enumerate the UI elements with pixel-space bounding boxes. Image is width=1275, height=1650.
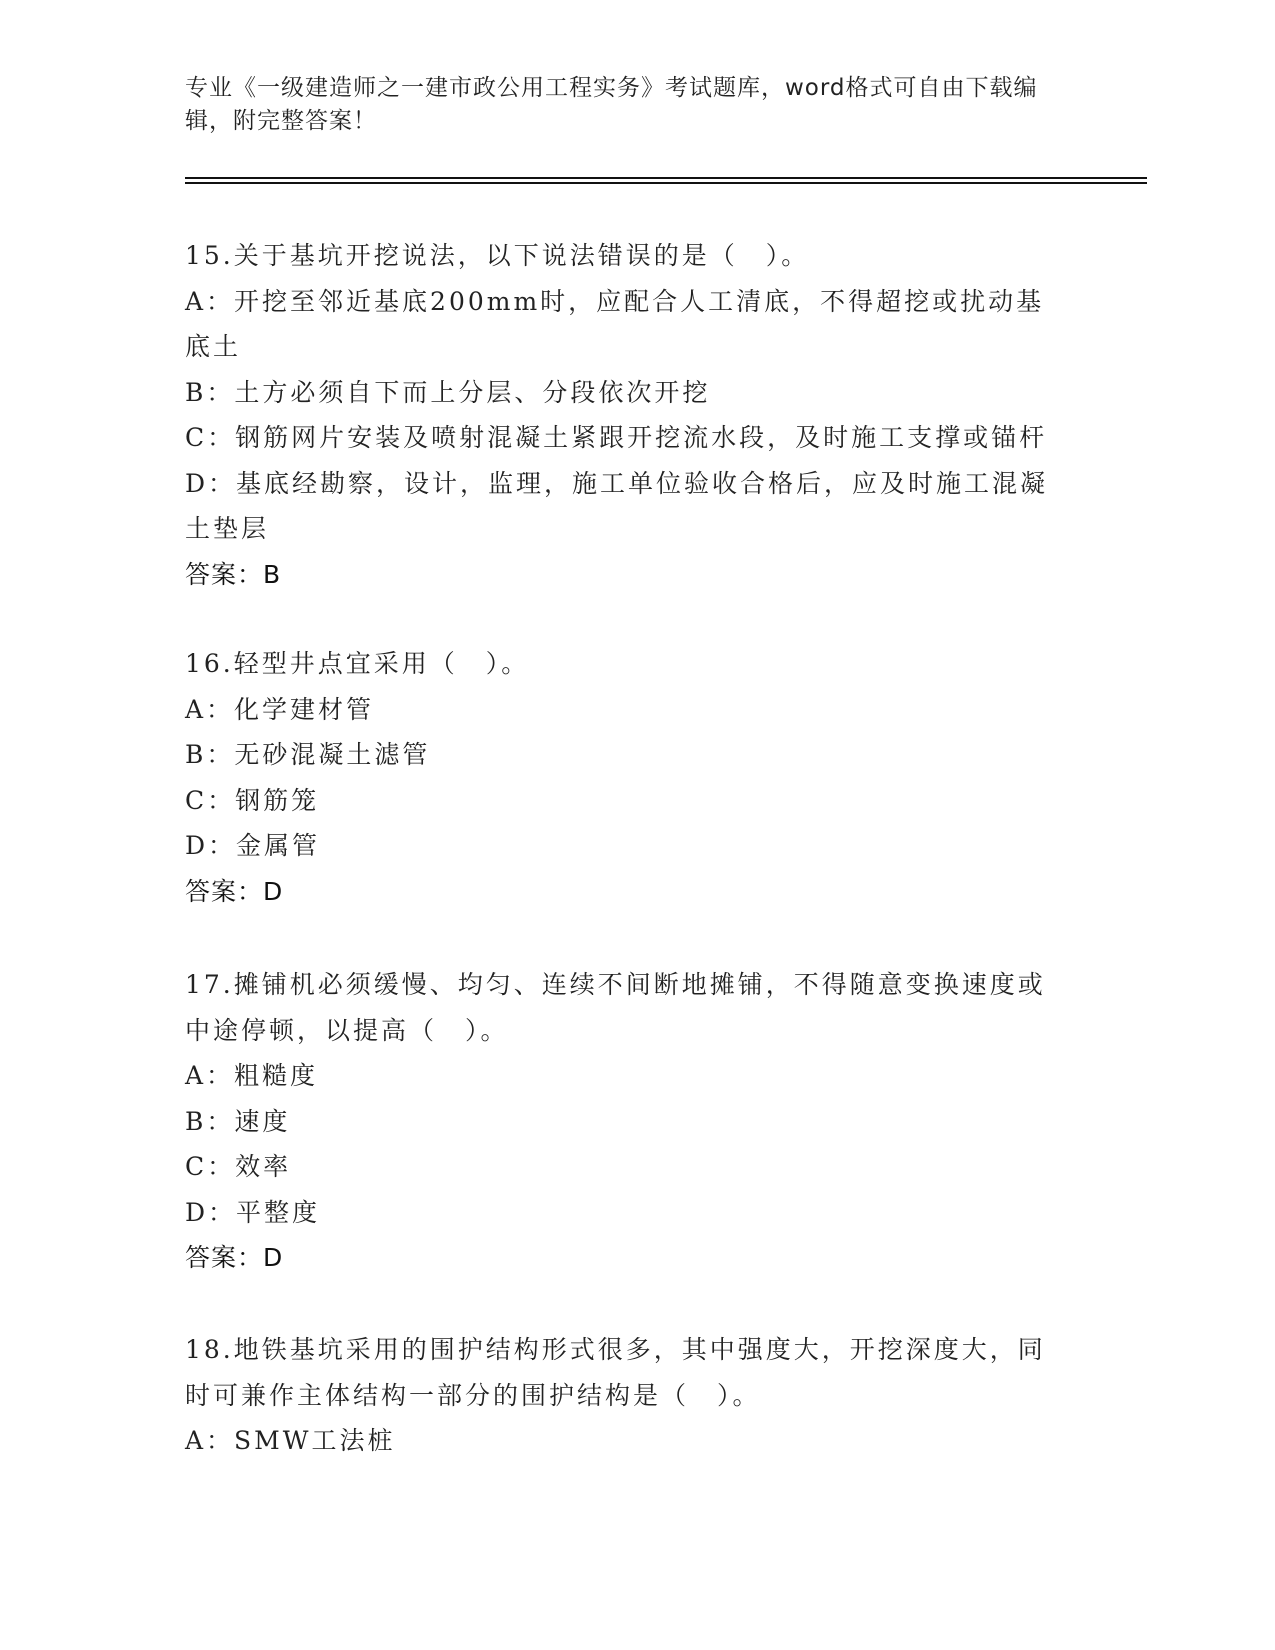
answer-text: 答案：D xyxy=(185,876,284,906)
option-a: A：粗糙度 xyxy=(185,1061,319,1090)
option-c: C：效率 xyxy=(185,1152,292,1181)
header-rule-bottom xyxy=(185,182,1147,184)
option-a: A：化学建材管 xyxy=(185,694,375,724)
question-17 xyxy=(185,962,1065,1281)
option-b: B：土方必须自下而上分层、分段依次开挖 xyxy=(185,377,711,407)
option-c: C：钢筋网片安装及喷射混凝土紧跟开挖流水段，及时施工支撑或锚杆 xyxy=(185,423,1048,452)
document-header xyxy=(185,72,1065,138)
option-d: D：平整度 xyxy=(185,1197,321,1227)
question-stem: 18.地铁基坑采用的围护结构形式很多，其中强度大，开挖深度大，同时可兼作主体结构一部分的围护结构是（ ）。 xyxy=(185,1335,1046,1410)
question-stem: 15.关于基坑开挖说法，以下说法错误的是（ ）。 xyxy=(185,241,810,270)
question-15 xyxy=(185,233,1065,597)
option-d: D：基底经勘察，设计，监理，施工单位验收合格后，应及时施工混凝土垫层 xyxy=(185,468,1049,543)
question-16 xyxy=(185,641,1065,914)
option-b: B：无砂混凝土滤管 xyxy=(185,740,431,769)
header-rule-top xyxy=(185,177,1147,179)
answer-text: 答案：D xyxy=(185,1243,284,1272)
option-c: C：钢筋笼 xyxy=(185,785,320,815)
option-b: B：速度 xyxy=(185,1106,291,1136)
option-a: A：开挖至邻近基底200mm时，应配合人工清底，不得超挖或扰动基底土 xyxy=(185,286,1045,361)
header-text: 专业《一级建造师之一建市政公用工程实务》考试题库，word格式可自由下载编辑，附完整答案！ xyxy=(185,75,1038,134)
question-18 xyxy=(185,1327,1065,1464)
option-a: A：SMW工法桩 xyxy=(185,1426,396,1455)
question-stem: 17.摊铺机必须缓慢、均匀、连续不间断地摊铺，不得随意变换速度或中途停顿，以提高（ ）。 xyxy=(185,970,1046,1045)
question-stem: 16.轻型井点宜采用（ ）。 xyxy=(185,649,530,678)
answer-text: 答案：B xyxy=(185,559,282,589)
option-d: D：金属管 xyxy=(185,831,321,860)
